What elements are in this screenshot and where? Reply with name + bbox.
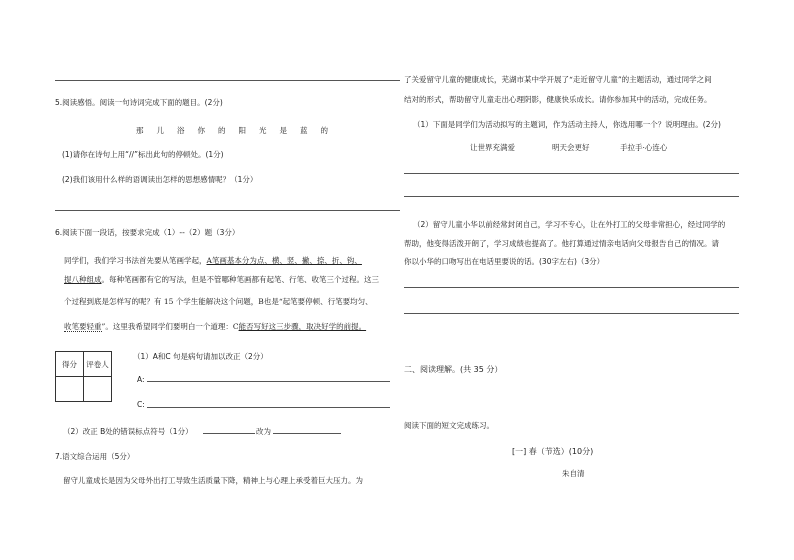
q6-text: 同学们，我们学习书法首先要从笔画学起， bbox=[64, 256, 207, 265]
top-divider-left bbox=[55, 80, 400, 81]
theme-option-2: 明天会更好 bbox=[552, 143, 590, 152]
q7-sub1: （1）下面是同学们为活动拟写的主题词，作为活动主持人，你选用哪一个？说明理由。(2分) bbox=[413, 120, 721, 129]
answer-line-b-wrong[interactable] bbox=[203, 433, 255, 434]
q7-cont-line2: 结对的形式，帮助留守儿童走出心理阴影，健康快乐成长。请你参加其中的活动，完成任务。 bbox=[404, 95, 712, 104]
q7-title: 7.语文综合运用（5分） bbox=[55, 452, 135, 461]
label-a: A: bbox=[137, 375, 145, 384]
answer-line[interactable] bbox=[55, 210, 400, 211]
answer-line-1[interactable] bbox=[404, 173, 739, 174]
q6-text: 。每种笔画都有它的写法，但是不管哪种笔画都有起笔、行笔、收笔三个过程。这三 bbox=[101, 275, 379, 284]
section-2-heading: 二、阅读理解。(共 35 分） bbox=[404, 365, 503, 374]
q5-sub1: (1)请你在诗句上用“//”标出此句的停顿处。(1分) bbox=[62, 150, 224, 159]
theme-option-1: 让世界充满爱 bbox=[470, 143, 515, 152]
q7-text: 留守儿童成长是因为父母外出打工导致生活质量下降，精神上与心理上承受着巨大压力。为 bbox=[63, 476, 363, 485]
theme-option-3: 手拉手·心连心 bbox=[620, 143, 668, 152]
passage-author: 朱自清 bbox=[562, 469, 585, 478]
q6-para-line2 bbox=[64, 274, 379, 285]
q6-para-line3: 个过程到底是怎样写的呢？有 15 个学生能解决这个问题，B也是“起笔要停顿、行笔要均匀、 bbox=[64, 297, 373, 306]
answer-line-b-right[interactable] bbox=[273, 433, 341, 434]
q6-underlined-c: 能否写好这三步骤，取决好学的前提。 bbox=[238, 322, 367, 331]
passage-title: [一] 春（节选）(10分) bbox=[512, 447, 594, 456]
label-c: C: bbox=[137, 400, 145, 409]
q7-sub2-line3: 你以小华的口吻写出在电话里要说的话。(30字左右)（3分） bbox=[404, 257, 605, 266]
q6-para-line1 bbox=[64, 255, 362, 266]
grader-label: 评卷人 bbox=[84, 352, 112, 377]
answer-line-c[interactable] bbox=[147, 407, 390, 408]
grader-cell[interactable] bbox=[84, 377, 112, 402]
q5-sub2: (2)我们该用什么样的语调读出怎样的思想感情呢？（1分） bbox=[62, 175, 258, 184]
answer-line-3[interactable] bbox=[404, 287, 739, 288]
answer-line-4[interactable] bbox=[404, 313, 739, 314]
q6-sub2-change-to: 改为 bbox=[256, 427, 271, 436]
q6-underlined-a: A笔画基本分为点、横、竖、撇、捺、折、钩、 bbox=[206, 256, 362, 265]
q6-text: ”。这里我希望同学们要明白一个道理：C bbox=[101, 322, 239, 331]
q6-sub1: （1）A和C 句是病句请加以改正（2分） bbox=[133, 352, 268, 361]
q7-cont-line1: 了关爱留守儿童的健康成长，芜湖市某中学开展了“走近留守儿童”的主题活动，通过同学之间 bbox=[404, 75, 712, 84]
q5-title: 5.阅读感悟。阅读一句诗词完成下面的题目。(2分) bbox=[55, 98, 223, 107]
score-box bbox=[55, 351, 112, 402]
answer-line-2[interactable] bbox=[404, 196, 739, 197]
q7-sub2-line2: 帮助，他变得活泼开朗了，学习成绩也提高了。他打算通过情亲电话向父母报告自己的情况。请 bbox=[404, 239, 719, 248]
q7-sub2-line1: （2）留守儿童小华以前经常封闭自己，学习不专心，让在外打工的父母非常担心，经过同学的 bbox=[413, 220, 726, 229]
score-cell[interactable] bbox=[56, 377, 84, 402]
q6-underlined-a-end: 提八种组成 bbox=[64, 275, 102, 284]
score-label: 得分 bbox=[56, 352, 84, 377]
q5-poem: 那儿浴你的阳光是蓝的 bbox=[136, 126, 341, 135]
q6-sub2: （2）改正 B处的错误标点符号（1分） bbox=[63, 427, 193, 436]
q6-underlined-b-end: 收笔要轻重 bbox=[64, 322, 102, 331]
reading-intro: 阅读下面的短文完成练习。 bbox=[404, 421, 494, 430]
q6-title: 6.阅读下面一段话，按要求完成（1）--（2）题（3分） bbox=[55, 228, 240, 237]
answer-line-a[interactable] bbox=[147, 381, 390, 382]
q6-para-line4 bbox=[64, 321, 366, 332]
